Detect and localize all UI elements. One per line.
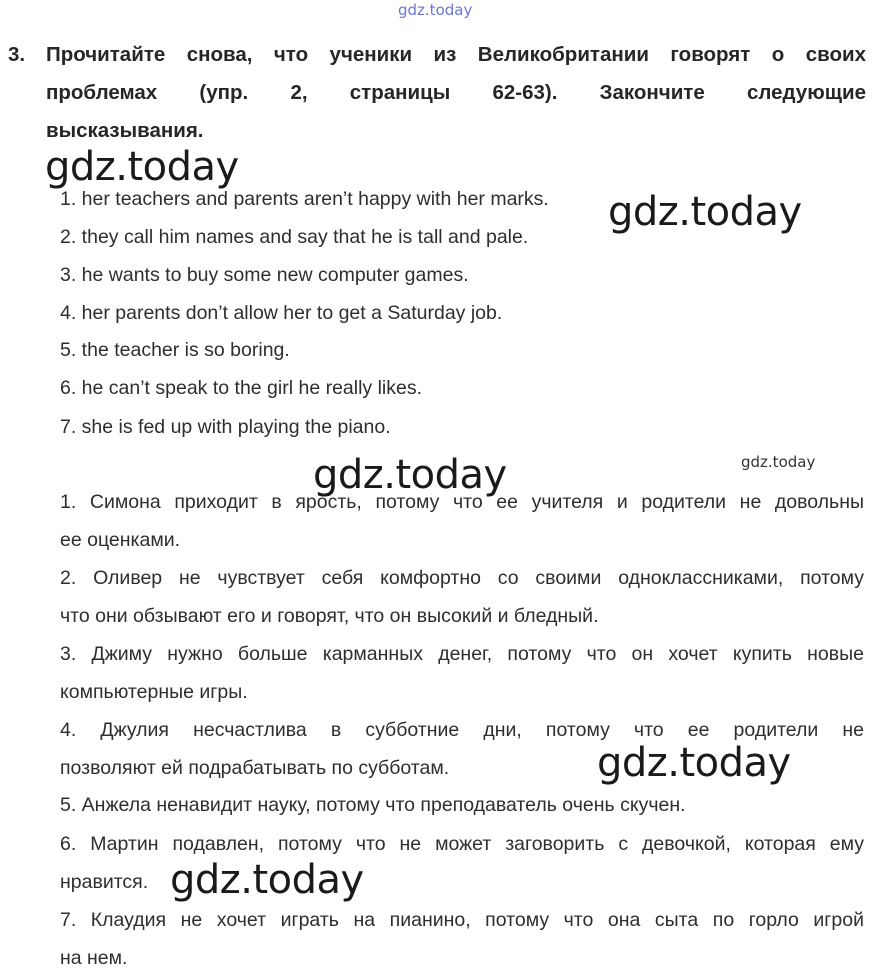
russian-answer-3-line-1: 3. Джиму нужно больше карманных денег, потому что он хочет купить новые — [60, 643, 864, 665]
task-line-3: высказывания. — [46, 119, 204, 142]
watermark-1: gdz.today — [45, 144, 239, 190]
russian-answer-4-line-1: 4. Джулия несчастлива в субботние дни, потому что ее родители не — [60, 719, 864, 741]
russian-answer-3-line-2: компьютерные игры. — [60, 681, 248, 703]
english-answer-4: 4. her parents don’t allow her to get a Saturday job. — [60, 302, 503, 324]
english-answer-1: 1. her teachers and parents aren’t happy with her marks. — [60, 188, 549, 210]
english-answer-7: 7. she is fed up with playing the piano. — [60, 416, 391, 438]
russian-answer-7-line-2: на нем. — [60, 947, 128, 969]
watermark-top: gdz.today — [398, 1, 473, 19]
russian-answer-2-line-2: что они обзывают его и говорят, что он высокий и бледный. — [60, 605, 599, 627]
russian-answer-7-line-1: 7. Клаудия не хочет играть на пианино, потому что она сыта по горло игрой — [60, 909, 864, 931]
watermark-2: gdz.today — [608, 189, 802, 235]
english-answer-2: 2. they call him names and say that he is tall and pale. — [60, 226, 529, 248]
russian-answer-6-line-1: 6. Мартин подавлен, потому что не может заговорить с девочкой, которая ему — [60, 833, 864, 855]
watermark-4: gdz.today — [741, 453, 816, 471]
task-line-2: проблемах (упр. 2, страницы 62-63). Закончите следующие — [46, 81, 866, 104]
russian-answer-6-line-2: нравится. — [60, 871, 149, 893]
russian-answer-2-line-1: 2. Оливер не чувствует себя комфортно со своими одноклассниками, потому — [60, 567, 864, 589]
watermark-6: gdz.today — [170, 857, 364, 903]
english-answer-5: 5. the teacher is so boring. — [60, 339, 290, 361]
english-answer-3: 3. he wants to buy some new computer games. — [60, 264, 469, 286]
english-answer-6: 6. he can’t speak to the girl he really likes. — [60, 377, 423, 399]
russian-answer-1-line-1: 1. Симона приходит в ярость, потому что ее учителя и родители не довольны — [60, 491, 864, 513]
watermark-3: gdz.today — [313, 452, 507, 498]
russian-answer-5-line-1: 5. Анжела ненавидит науку, потому что преподаватель очень скучен. — [60, 794, 686, 816]
russian-answer-1-line-2: ее оценками. — [60, 529, 181, 551]
task-number: 3. — [8, 43, 26, 66]
task-line-1: Прочитайте снова, что ученики из Великобритании говорят о своих — [46, 43, 866, 66]
russian-answer-4-line-2: позволяют ей подрабатывать по субботам. — [60, 757, 450, 779]
watermark-5: gdz.today — [597, 740, 791, 786]
